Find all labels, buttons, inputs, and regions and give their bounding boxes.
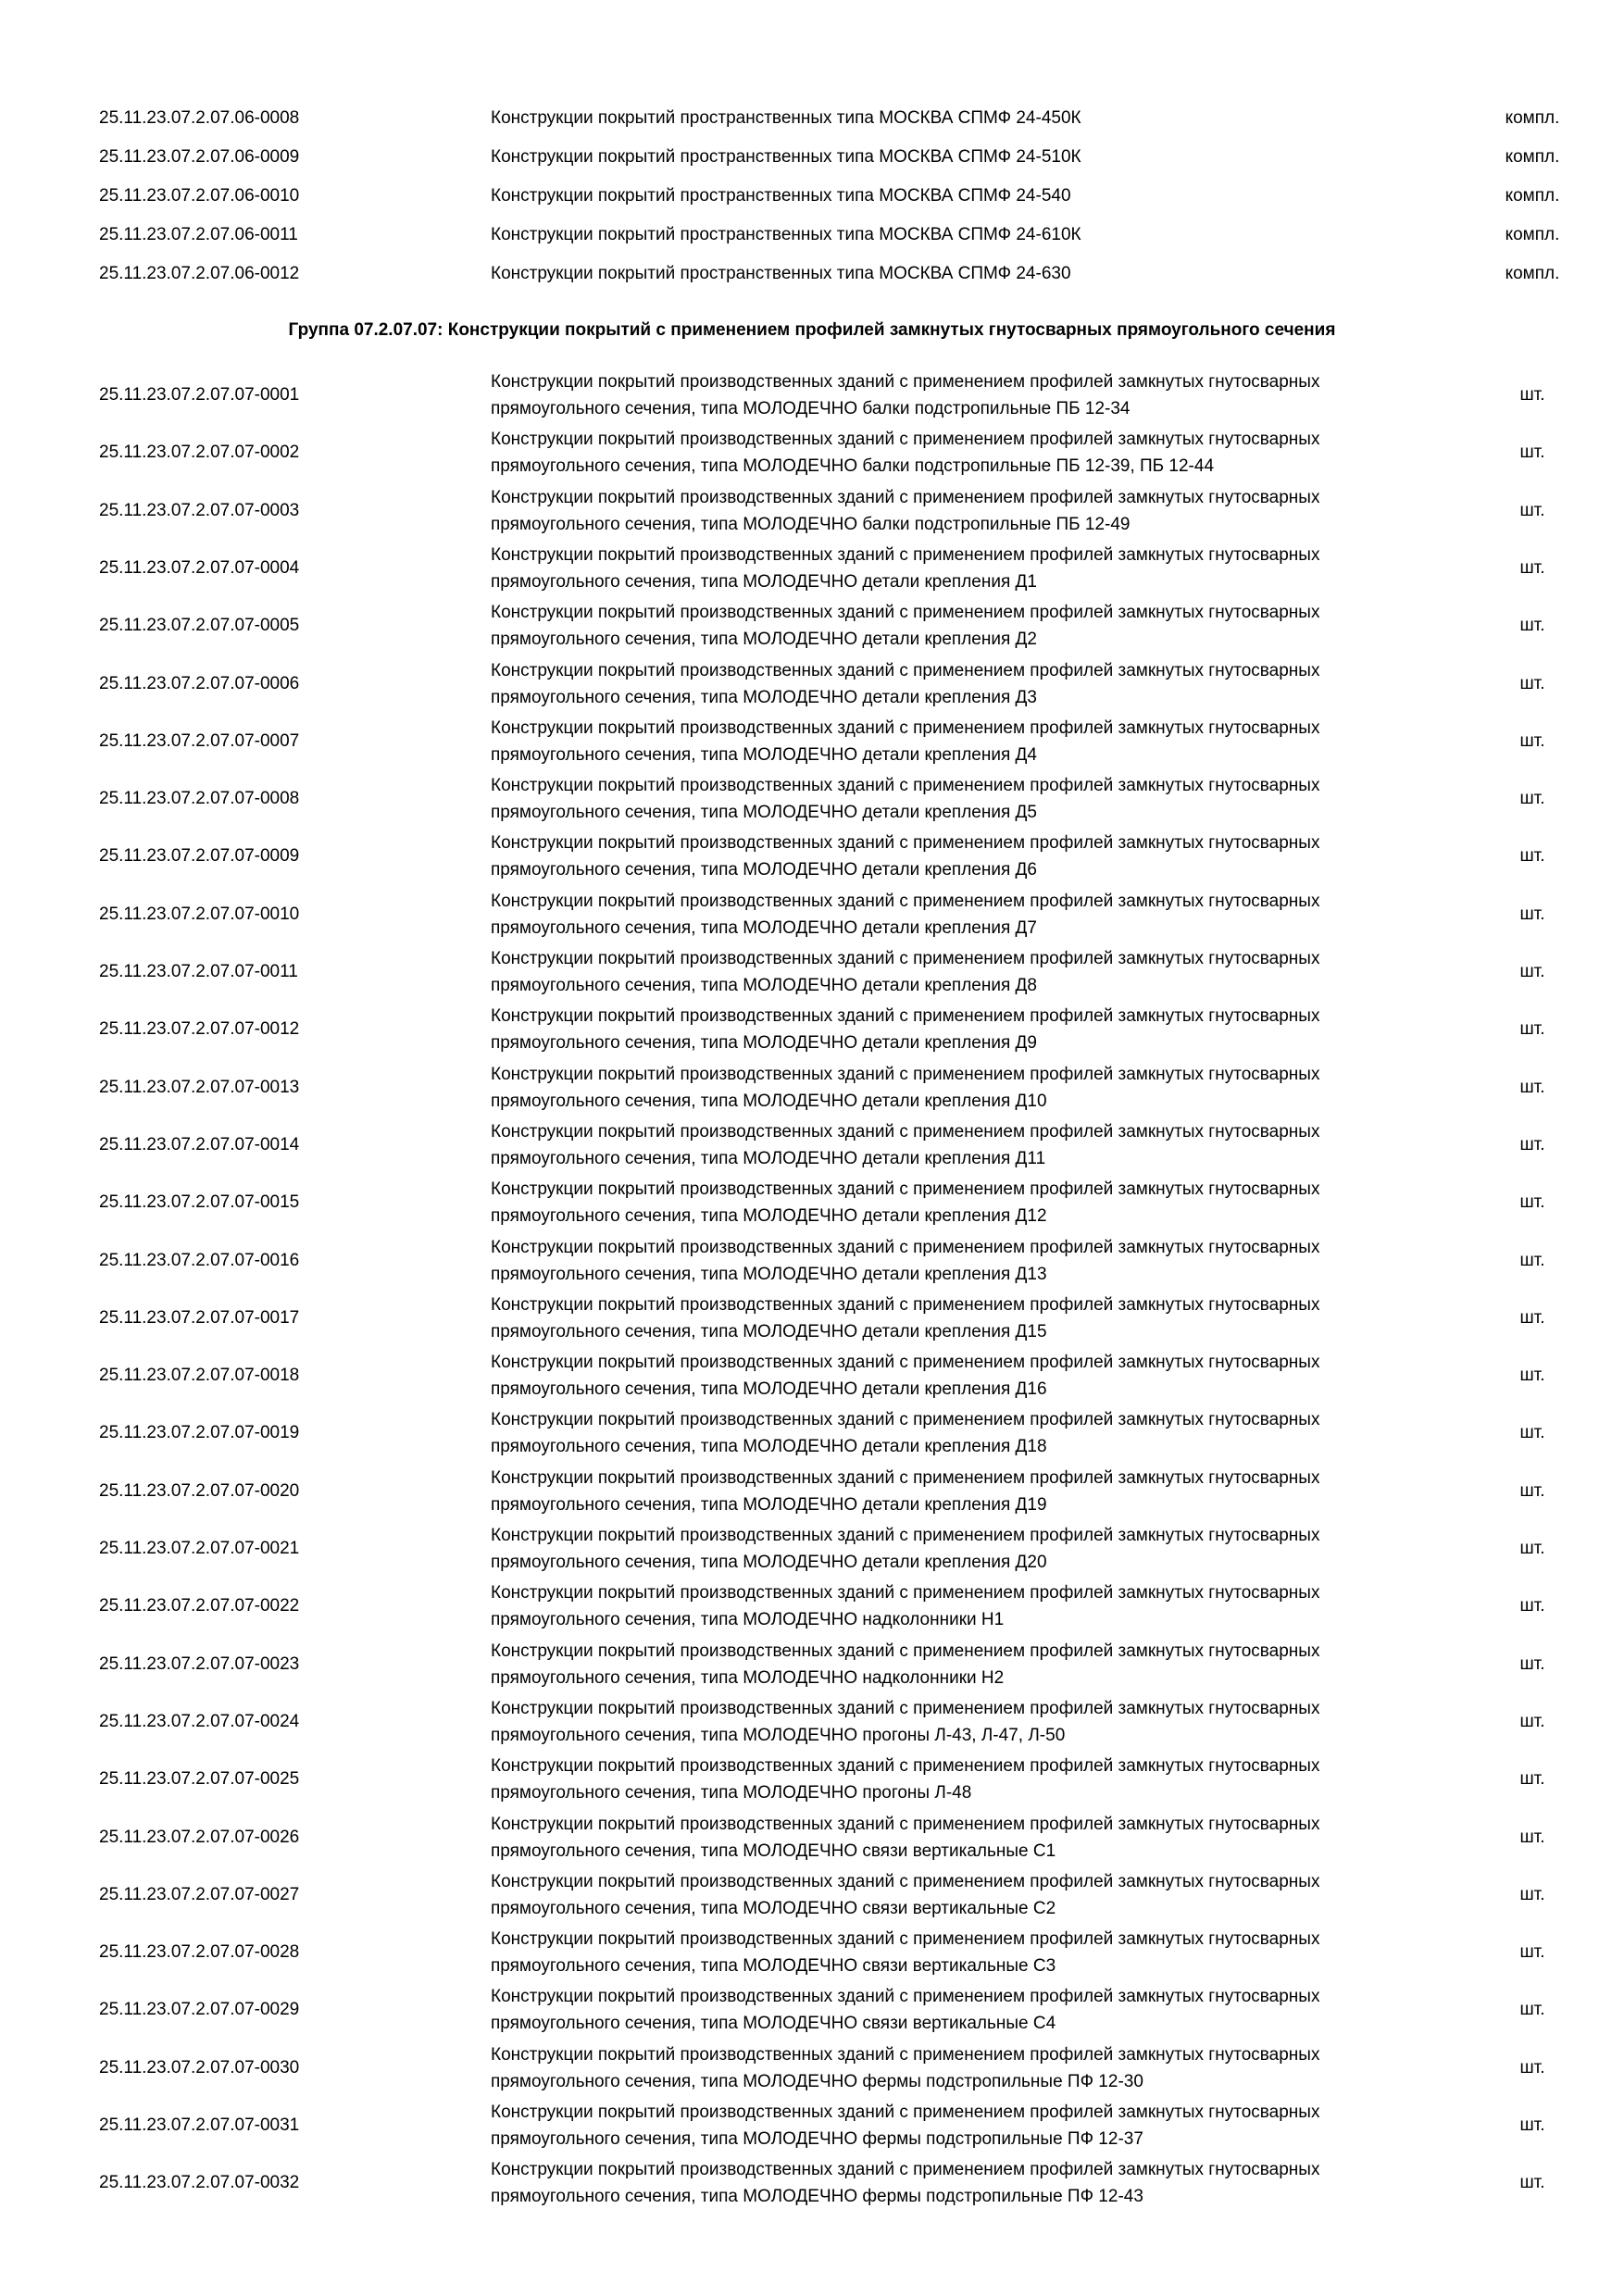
row-name: Конструкции покрытий пространственных типа МОСКВА СПМФ 24-510К bbox=[491, 147, 1081, 167]
row-unit: шт. bbox=[1519, 1134, 1545, 1154]
row-unit: шт. bbox=[1519, 616, 1545, 636]
row-code: 25.11.23.07.2.07.07-0020 bbox=[99, 1480, 300, 1501]
row-name-line1: Конструкции покрытий производственных зданий с применением профилей замкнутых гнутосварных bbox=[491, 544, 1320, 565]
row-name-line2: прямоугольного сечения, типа МОЛОДЕЧНО связи вертикальные С4 bbox=[491, 2014, 1056, 2034]
row-code: 25.11.23.07.2.07.06-0009 bbox=[99, 147, 300, 167]
row-name bbox=[491, 1406, 1463, 1460]
row-name-line2: прямоугольного сечения, типа МОЛОДЕЧНО детали крепления Д19 bbox=[491, 1494, 1047, 1515]
row-unit: шт. bbox=[1519, 1250, 1545, 1270]
table-row bbox=[0, 1059, 1624, 1117]
row-name bbox=[491, 715, 1463, 768]
row-code: 25.11.23.07.2.07.07-0010 bbox=[99, 904, 300, 924]
row-name-line1: Конструкции покрытий производственных зданий с применением профилей замкнутых гнутосварных bbox=[491, 1294, 1320, 1315]
row-name-line2: прямоугольного сечения, типа МОЛОДЕЧНО детали крепления Д2 bbox=[491, 630, 1037, 650]
row-unit: шт. bbox=[1519, 789, 1545, 809]
row-code: 25.11.23.07.2.07.07-0027 bbox=[99, 1884, 300, 1904]
row-name-line2: прямоугольного сечения, типа МОЛОДЕЧНО детали крепления Д8 bbox=[491, 976, 1037, 995]
row-name-line1: Конструкции покрытий производственных зданий с применением профилей замкнутых гнутосварных bbox=[491, 1871, 1320, 1891]
row-unit: шт. bbox=[1519, 904, 1545, 924]
row-name bbox=[491, 2041, 1463, 2095]
row-name-line2: прямоугольного сечения, типа МОЛОДЕЧНО детали крепления Д18 bbox=[491, 1437, 1047, 1457]
row-name bbox=[491, 1061, 1463, 1115]
row-unit: шт. bbox=[1519, 557, 1545, 578]
row-unit: шт. bbox=[1519, 1596, 1545, 1616]
row-name-line1: Конструкции покрытий производственных зданий с применением профилей замкнутых гнутосварных bbox=[491, 430, 1320, 450]
row-name-line2: прямоугольного сечения, типа МОЛОДЕЧНО связи вертикальные С2 bbox=[491, 1898, 1056, 1918]
row-code: 25.11.23.07.2.07.07-0001 bbox=[99, 385, 300, 405]
row-name bbox=[491, 1926, 1463, 1979]
row-name-line2: прямоугольного сечения, типа МОЛОДЕЧНО детали крепления Д9 bbox=[491, 1033, 1037, 1054]
row-name bbox=[491, 1579, 1463, 1633]
row-code: 25.11.23.07.2.07.07-0025 bbox=[99, 1769, 300, 1790]
table-row bbox=[0, 2040, 1624, 2097]
row-name-line1: Конструкции покрытий производственных зданий с применением профилей замкнутых гнутосварных bbox=[491, 891, 1320, 911]
row-name-line1: Конструкции покрытий производственных зданий с применением профилей замкнутых гнутосварных bbox=[491, 1006, 1320, 1027]
row-code: 25.11.23.07.2.07.07-0008 bbox=[99, 789, 300, 809]
table-row bbox=[0, 2154, 1624, 2212]
row-code: 25.11.23.07.2.07.07-0002 bbox=[99, 443, 300, 463]
row-name bbox=[491, 772, 1463, 826]
row-name-line1: Конструкции покрытий производственных зданий с применением профилей замкнутых гнутосварных bbox=[491, 1583, 1320, 1603]
row-code: 25.11.23.07.2.07.07-0007 bbox=[99, 730, 300, 751]
row-name-line2: прямоугольного сечения, типа МОЛОДЕЧНО детали крепления Д13 bbox=[491, 1264, 1047, 1284]
row-name-line1: Конструкции покрытий производственных зданий с применением профилей замкнутых гнутосварных bbox=[491, 1814, 1320, 1834]
row-name-line2: прямоугольного сечения, типа МОЛОДЕЧНО балки подстропильные ПБ 12-49 bbox=[491, 514, 1131, 534]
row-name-line1: Конструкции покрытий производственных зданий с применением профилей замкнутых гнутосварных bbox=[491, 660, 1320, 680]
row-name-line1: Конструкции покрытий производственных зданий с применением профилей замкнутых гнутосварных bbox=[491, 2044, 1320, 2065]
row-name bbox=[491, 1176, 1463, 1229]
row-name bbox=[491, 1811, 1463, 1865]
row-name bbox=[491, 368, 1463, 422]
row-name-line1: Конструкции покрытий производственных зданий с применением профилей замкнутых гнутосварных bbox=[491, 1641, 1320, 1661]
row-code: 25.11.23.07.2.07.07-0014 bbox=[99, 1134, 300, 1154]
row-unit: шт. bbox=[1519, 500, 1545, 520]
row-code: 25.11.23.07.2.07.07-0009 bbox=[99, 846, 300, 867]
row-name-line1: Конструкции покрытий производственных зданий с применением профилей замкнутых гнутосварных bbox=[491, 949, 1320, 968]
row-name-line1: Конструкции покрытий производственных зданий с применением профилей замкнутых гнутосварных bbox=[491, 2160, 1320, 2180]
row-unit: шт. bbox=[1519, 1423, 1545, 1443]
table-row bbox=[0, 424, 1624, 481]
row-name: Конструкции покрытий пространственных типа МОСКВА СПМФ 24-540 bbox=[491, 186, 1071, 206]
table-row bbox=[0, 1174, 1624, 1231]
row-code: 25.11.23.07.2.07.07-0012 bbox=[99, 1019, 300, 1040]
row-code: 25.11.23.07.2.07.07-0015 bbox=[99, 1192, 300, 1213]
row-code: 25.11.23.07.2.07.07-0026 bbox=[99, 1827, 300, 1847]
row-name: Конструкции покрытий пространственных типа МОСКВА СПМФ 24-610К bbox=[491, 225, 1081, 244]
table-row bbox=[0, 1981, 1624, 2039]
table-row bbox=[0, 1578, 1624, 1635]
group-title: Группа 07.2.07.07: Конструкции покрытий с применением профилей замкнутых гнутосварных прямоугольного сечения bbox=[288, 320, 1336, 340]
row-name-line1: Конструкции покрытий производственных зданий с применением профилей замкнутых гнутосварных bbox=[491, 1526, 1320, 1545]
table-row bbox=[0, 1232, 1624, 1290]
table-row bbox=[0, 713, 1624, 770]
row-name bbox=[491, 1638, 1463, 1691]
row-name-line1: Конструкции покрытий производственных зданий с применением профилей замкнутых гнутосварных bbox=[491, 1353, 1320, 1373]
table-row bbox=[0, 943, 1624, 1001]
table-row bbox=[0, 138, 1624, 177]
row-unit: шт. bbox=[1519, 2173, 1545, 2193]
row-name bbox=[491, 599, 1463, 653]
row-name-line1: Конструкции покрытий производственных зданий с применением профилей замкнутых гнутосварных bbox=[491, 1698, 1320, 1718]
row-code: 25.11.23.07.2.07.07-0031 bbox=[99, 2115, 300, 2135]
row-name-line2: прямоугольного сечения, типа МОЛОДЕЧНО детали крепления Д12 bbox=[491, 1206, 1047, 1227]
row-unit: компл. bbox=[1505, 108, 1560, 128]
row-code: 25.11.23.07.2.07.06-0008 bbox=[99, 108, 300, 128]
row-code: 25.11.23.07.2.07.07-0024 bbox=[99, 1711, 300, 1731]
row-code: 25.11.23.07.2.07.06-0010 bbox=[99, 186, 300, 206]
row-unit: шт. bbox=[1519, 385, 1545, 405]
row-code: 25.11.23.07.2.07.07-0019 bbox=[99, 1423, 300, 1443]
row-unit: шт. bbox=[1519, 1884, 1545, 1904]
row-name: Конструкции покрытий пространственных типа МОСКВА СПМФ 24-450К bbox=[491, 108, 1081, 128]
row-name-line2: прямоугольного сечения, типа МОЛОДЕЧНО детали крепления Д16 bbox=[491, 1379, 1047, 1400]
row-name-line2: прямоугольного сечения, типа МОЛОДЕЧНО надколонники Н2 bbox=[491, 1667, 1005, 1688]
row-name-line2: прямоугольного сечения, типа МОЛОДЕЧНО фермы подстропильные ПФ 12-30 bbox=[491, 2071, 1143, 2091]
row-unit: шт. bbox=[1519, 962, 1545, 981]
row-name-line1: Конструкции покрытий производственных зданий с применением профилей замкнутых гнутосварных bbox=[491, 603, 1320, 623]
row-unit: шт. bbox=[1519, 1827, 1545, 1847]
row-unit: шт. bbox=[1519, 1019, 1545, 1040]
row-name-line1: Конструкции покрытий производственных зданий с применением профилей замкнутых гнутосварных bbox=[491, 1987, 1320, 2007]
row-code: 25.11.23.07.2.07.07-0006 bbox=[99, 673, 300, 693]
table-row bbox=[0, 540, 1624, 597]
row-code: 25.11.23.07.2.07.07-0003 bbox=[99, 500, 300, 520]
row-code: 25.11.23.07.2.07.07-0030 bbox=[99, 2057, 300, 2078]
row-name-line2: прямоугольного сечения, типа МОЛОДЕЧНО детали крепления Д7 bbox=[491, 917, 1037, 938]
row-code: 25.11.23.07.2.07.07-0021 bbox=[99, 1539, 300, 1558]
row-name-line2: прямоугольного сечения, типа МОЛОДЕЧНО детали крепления Д10 bbox=[491, 1091, 1047, 1111]
row-unit: шт. bbox=[1519, 1480, 1545, 1501]
row-unit: компл. bbox=[1505, 264, 1560, 283]
table-row bbox=[0, 1404, 1624, 1462]
row-unit: шт. bbox=[1519, 1192, 1545, 1213]
row-name-line2: прямоугольного сечения, типа МОЛОДЕЧНО связи вертикальные С3 bbox=[491, 1956, 1056, 1977]
row-unit: шт. bbox=[1519, 1769, 1545, 1790]
row-name-line2: прямоугольного сечения, типа МОЛОДЕЧНО детали крепления Д4 bbox=[491, 744, 1037, 765]
row-name bbox=[491, 542, 1463, 595]
row-code: 25.11.23.07.2.07.06-0012 bbox=[99, 264, 300, 283]
table-row bbox=[0, 1809, 1624, 1866]
row-code: 25.11.23.07.2.07.07-0023 bbox=[99, 1653, 300, 1674]
row-name-line1: Конструкции покрытий производственных зданий с применением профилей замкнутых гнутосварных bbox=[491, 2103, 1320, 2122]
row-name-line1: Конструкции покрытий производственных зданий с применением профилей замкнутых гнутосварных bbox=[491, 1410, 1320, 1430]
row-unit: шт. bbox=[1519, 730, 1545, 751]
row-name bbox=[491, 1465, 1463, 1518]
row-name bbox=[491, 426, 1463, 480]
row-name-line2: прямоугольного сечения, типа МОЛОДЕЧНО балки подстропильные ПБ 12-34 bbox=[491, 399, 1131, 418]
row-name bbox=[491, 2099, 1463, 2152]
row-code: 25.11.23.07.2.07.07-0013 bbox=[99, 1077, 300, 1097]
row-unit: компл. bbox=[1505, 147, 1560, 167]
table-row bbox=[0, 255, 1624, 293]
row-name-line1: Конструкции покрытий производственных зданий с применением профилей замкнутых гнутосварных bbox=[491, 372, 1320, 392]
row-name bbox=[491, 1003, 1463, 1056]
row-name-line1: Конструкции покрытий производственных зданий с применением профилей замкнутых гнутосварных bbox=[491, 718, 1320, 738]
row-code: 25.11.23.07.2.07.07-0004 bbox=[99, 557, 300, 578]
row-code: 25.11.23.07.2.07.07-0028 bbox=[99, 1942, 300, 1963]
row-name-line1: Конструкции покрытий производственных зданий с применением профилей замкнутых гнутосварных bbox=[491, 833, 1320, 854]
row-unit: компл. bbox=[1505, 186, 1560, 206]
row-name-line1: Конструкции покрытий производственных зданий с применением профилей замкнутых гнутосварных bbox=[491, 1179, 1320, 1200]
row-name-line1: Конструкции покрытий производственных зданий с применением профилей замкнутых гнутосварных bbox=[491, 1237, 1320, 1257]
table-row bbox=[0, 1751, 1624, 1808]
table-row bbox=[0, 828, 1624, 885]
row-unit: шт. bbox=[1519, 2115, 1545, 2135]
row-unit: шт. bbox=[1519, 1307, 1545, 1328]
row-unit: шт. bbox=[1519, 1711, 1545, 1731]
row-name-line1: Конструкции покрытий производственных зданий с применением профилей замкнутых гнутосварных bbox=[491, 1929, 1320, 1950]
row-name bbox=[491, 1868, 1463, 1922]
row-unit: шт. bbox=[1519, 2000, 1545, 2020]
row-name-line1: Конструкции покрытий производственных зданий с применением профилей замкнутых гнутосварных bbox=[491, 1121, 1320, 1142]
row-name bbox=[491, 1753, 1463, 1806]
row-name bbox=[491, 1522, 1463, 1576]
row-name-line2: прямоугольного сечения, типа МОЛОДЕЧНО детали крепления Д6 bbox=[491, 860, 1037, 880]
row-name-line2: прямоугольного сечения, типа МОЛОДЕЧНО балки подстропильные ПБ 12-39, ПБ 12-44 bbox=[491, 456, 1215, 477]
row-name-line2: прямоугольного сечения, типа МОЛОДЕЧНО фермы подстропильные ПФ 12-37 bbox=[491, 2129, 1143, 2149]
table-row bbox=[0, 1290, 1624, 1347]
row-name bbox=[491, 484, 1463, 538]
row-name bbox=[491, 830, 1463, 883]
table-row bbox=[0, 216, 1624, 255]
table-row bbox=[0, 2097, 1624, 2154]
row-unit: шт. bbox=[1519, 1366, 1545, 1386]
row-name-line2: прямоугольного сечения, типа МОЛОДЕЧНО фермы подстропильные ПФ 12-43 bbox=[491, 2187, 1143, 2207]
row-unit: компл. bbox=[1505, 225, 1560, 244]
table-row bbox=[0, 1866, 1624, 1924]
row-name-line1: Конструкции покрытий производственных зданий с применением профилей замкнутых гнутосварных bbox=[491, 1756, 1320, 1777]
table-row bbox=[0, 1117, 1624, 1174]
row-name: Конструкции покрытий пространственных типа МОСКВА СПМФ 24-630 bbox=[491, 264, 1071, 283]
table-row bbox=[0, 886, 1624, 943]
row-name-line2: прямоугольного сечения, типа МОЛОДЕЧНО детали крепления Д5 bbox=[491, 803, 1037, 823]
row-name bbox=[491, 1118, 1463, 1172]
table-row bbox=[0, 597, 1624, 655]
row-unit: шт. bbox=[1519, 846, 1545, 867]
table-row bbox=[0, 1001, 1624, 1058]
table-row bbox=[0, 1347, 1624, 1404]
row-name-line2: прямоугольного сечения, типа МОЛОДЕЧНО детали крепления Д1 bbox=[491, 571, 1037, 592]
row-unit: шт. bbox=[1519, 2057, 1545, 2078]
table-row bbox=[0, 367, 1624, 424]
row-unit: шт. bbox=[1519, 443, 1545, 463]
row-unit: шт. bbox=[1519, 1539, 1545, 1558]
row-name-line2: прямоугольного сечения, типа МОЛОДЕЧНО надколонники Н1 bbox=[491, 1610, 1005, 1630]
table-row bbox=[0, 1463, 1624, 1520]
row-code: 25.11.23.07.2.07.07-0016 bbox=[99, 1250, 300, 1270]
row-code: 25.11.23.07.2.07.07-0018 bbox=[99, 1366, 300, 1386]
row-name bbox=[491, 1292, 1463, 1345]
row-name bbox=[491, 657, 1463, 711]
row-unit: шт. bbox=[1519, 1942, 1545, 1963]
row-name-line1: Конструкции покрытий производственных зданий с применением профилей замкнутых гнутосварных bbox=[491, 1467, 1320, 1488]
row-name bbox=[491, 1695, 1463, 1749]
row-name bbox=[491, 945, 1463, 999]
table-row bbox=[0, 99, 1624, 138]
row-name bbox=[491, 1349, 1463, 1403]
table-row bbox=[0, 1693, 1624, 1751]
row-name-line1: Конструкции покрытий производственных зданий с применением профилей замкнутых гнутосварных bbox=[491, 487, 1320, 507]
row-code: 25.11.23.07.2.07.07-0029 bbox=[99, 2000, 300, 2020]
row-code: 25.11.23.07.2.07.07-0017 bbox=[99, 1307, 300, 1328]
row-code: 25.11.23.07.2.07.07-0032 bbox=[99, 2173, 300, 2193]
row-name bbox=[491, 888, 1463, 942]
table-row bbox=[0, 1520, 1624, 1578]
row-name-line1: Конструкции покрытий производственных зданий с применением профилей замкнутых гнутосварных bbox=[491, 1064, 1320, 1084]
row-name-line2: прямоугольного сечения, типа МОЛОДЕЧНО прогоны Л-48 bbox=[491, 1783, 972, 1803]
row-name-line2: прямоугольного сечения, типа МОЛОДЕЧНО детали крепления Д3 bbox=[491, 687, 1037, 707]
row-name bbox=[491, 1983, 1463, 2037]
row-name-line2: прямоугольного сечения, типа МОЛОДЕЧНО детали крепления Д15 bbox=[491, 1321, 1047, 1341]
table-row bbox=[0, 177, 1624, 216]
row-name-line2: прямоугольного сечения, типа МОЛОДЕЧНО прогоны Л-43, Л-47, Л-50 bbox=[491, 1725, 1066, 1745]
table-row bbox=[0, 1924, 1624, 1981]
table-row bbox=[0, 655, 1624, 713]
table-row bbox=[0, 482, 1624, 540]
row-name-line2: прямоугольного сечения, типа МОЛОДЕЧНО связи вертикальные С1 bbox=[491, 1841, 1056, 1861]
row-unit: шт. bbox=[1519, 673, 1545, 693]
row-code: 25.11.23.07.2.07.07-0005 bbox=[99, 616, 300, 636]
row-name-line1: Конструкции покрытий производственных зданий с применением профилей замкнутых гнутосварных bbox=[491, 776, 1320, 796]
table-row bbox=[0, 770, 1624, 828]
row-name-line2: прямоугольного сечения, типа МОЛОДЕЧНО детали крепления Д11 bbox=[491, 1148, 1046, 1168]
row-code: 25.11.23.07.2.07.07-0011 bbox=[99, 962, 298, 981]
row-name bbox=[491, 1234, 1463, 1288]
row-name-line2: прямоугольного сечения, типа МОЛОДЕЧНО детали крепления Д20 bbox=[491, 1553, 1047, 1572]
row-unit: шт. bbox=[1519, 1077, 1545, 1097]
row-unit: шт. bbox=[1519, 1653, 1545, 1674]
row-code: 25.11.23.07.2.07.06-0011 bbox=[99, 225, 298, 244]
row-code: 25.11.23.07.2.07.07-0022 bbox=[99, 1596, 300, 1616]
row-name bbox=[491, 2156, 1463, 2210]
table-row bbox=[0, 1636, 1624, 1693]
